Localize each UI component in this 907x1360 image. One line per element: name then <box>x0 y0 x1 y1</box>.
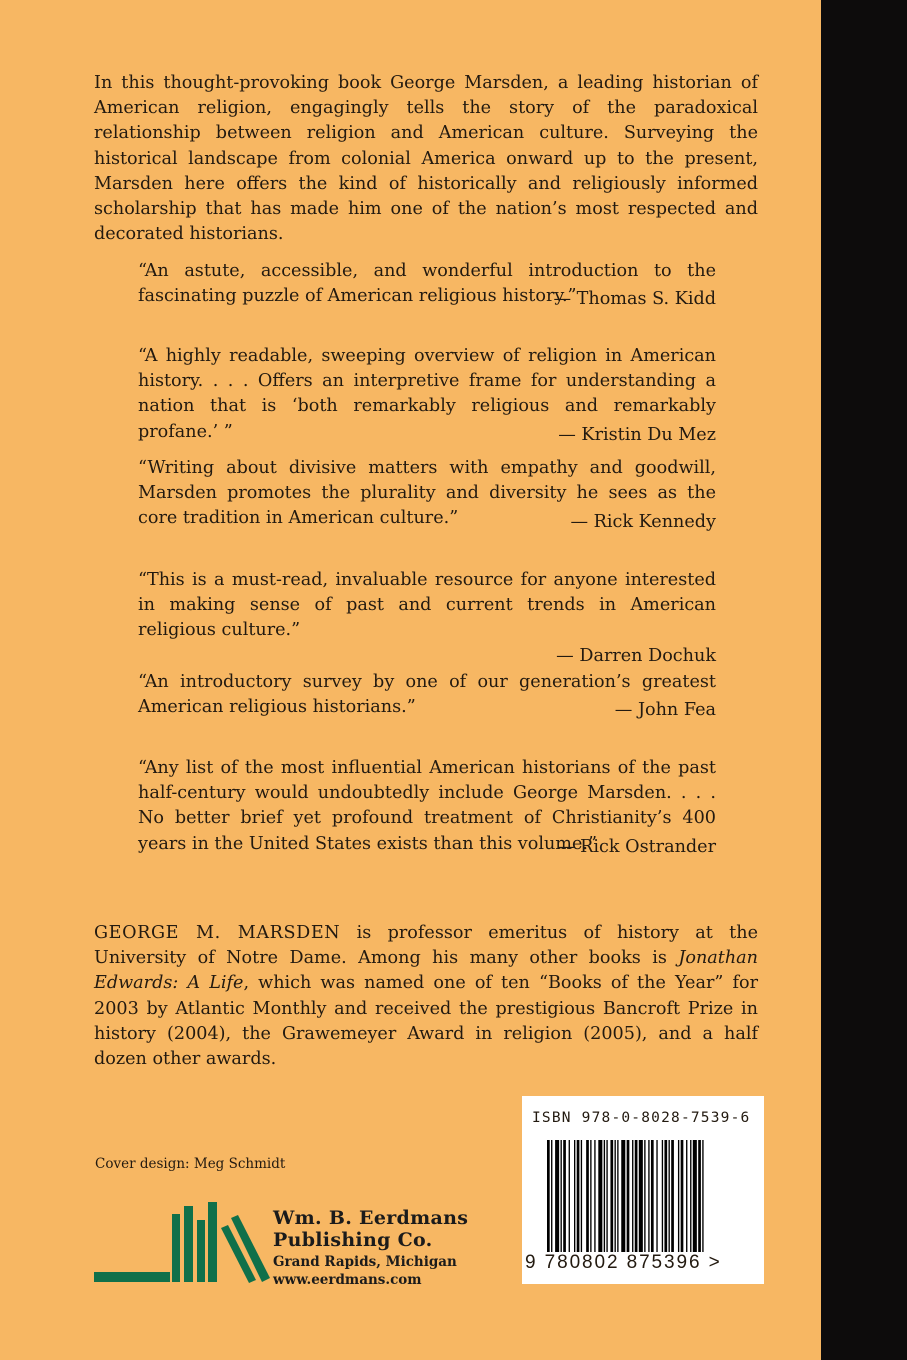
barcode-bar <box>586 1140 589 1252</box>
barcode-bar <box>594 1140 595 1252</box>
barcode-bar <box>604 1140 605 1252</box>
author-bio <box>94 921 758 1072</box>
barcode-bar <box>664 1140 667 1252</box>
barcode-bar <box>698 1140 701 1252</box>
review-3 <box>138 456 716 535</box>
publisher-block <box>273 1207 468 1289</box>
book-description: In this thought-provoking book George Marsden, a leading historian of American religion, engagingly tells the story of the paradoxical relationship between religion and American culture. Surveying the historical landscape from colonial America onward up to the present, Marsden here offers the kind of historically and religiously informed scholarship that has made him one of the nation’s most respected and decorated historians. <box>94 73 758 245</box>
review-quote: “This is a must-read, invaluable resource for anyone interested in making sense of past and current trends in American religious culture.” <box>138 570 716 641</box>
bio-text-part-1: is professor emeritus of history at the University of Notre Dame. Among his many other books is <box>94 923 758 969</box>
review-quote: “An astute, accessible, and wonderful introduction to the fascinating puzzle of American religious history.” <box>138 261 716 307</box>
barcode-bar <box>639 1140 643 1252</box>
isbn-label: ISBN 978-0-8028-7539-6 <box>532 1110 751 1126</box>
barcode-bar <box>662 1140 663 1252</box>
barcode-bar <box>648 1140 649 1252</box>
barcode-bar <box>590 1140 591 1252</box>
barcode-bars <box>547 1140 757 1252</box>
review-author: — Thomas S. Kidd <box>553 289 716 310</box>
barcode-bar <box>656 1140 657 1252</box>
barcode-bar <box>651 1140 654 1252</box>
barcode-bar <box>681 1140 684 1252</box>
publisher-name-line1: Wm. B. Eerdmans <box>273 1207 469 1229</box>
review-quote: “Any list of the most influential American historians of the past half-century would undoubtedly include George Marsden. . . . No better brief yet profound treatment of Christianity’s 400 years in the United States exists than this volume.” <box>138 758 716 854</box>
barcode-bar <box>606 1140 607 1252</box>
barcode-bar <box>678 1140 679 1252</box>
review-4 <box>138 568 716 669</box>
barcode-bar <box>555 1140 559 1252</box>
barcode-bar <box>577 1140 580 1252</box>
barcode-bar <box>615 1140 616 1252</box>
review-author: — Rick Ostrander <box>556 836 716 857</box>
barcode-bar <box>581 1140 582 1252</box>
barcode-bar <box>669 1140 670 1252</box>
review-quote: “Writing about divisive matters with empathy and goodwill, Marsden promotes the plurality and diversity he sees as the core tradition in American culture.” <box>138 458 716 529</box>
author-name: GEORGE M. MARSDEN <box>94 923 341 943</box>
publisher-name-line2: Publishing Co. <box>273 1229 433 1251</box>
book-spine <box>821 0 907 1360</box>
review-author: — Darren Dochuk <box>556 645 716 666</box>
review-author: — John Fea <box>614 700 716 721</box>
review-quote: “An introductory survey by one of our generation’s greatest American religious historians.” <box>138 672 716 718</box>
barcode-bar <box>635 1140 638 1252</box>
eerdmans-logo-icon <box>94 1196 270 1286</box>
barcode-bar <box>569 1140 570 1252</box>
review-6 <box>138 756 716 860</box>
publisher-city: Grand Rapids, Michigan <box>273 1254 457 1270</box>
barcode-bar <box>693 1140 697 1252</box>
review-author: — Rick Kennedy <box>570 511 716 532</box>
barcode-bar <box>598 1140 602 1252</box>
barcode-bar <box>563 1140 566 1252</box>
barcode-bar <box>671 1140 674 1252</box>
review-2 <box>138 344 716 448</box>
barcode-bar <box>547 1140 550 1252</box>
book-title: Jonathan Edwards: A Life <box>94 948 758 994</box>
cover-design-credit: Cover design: Meg Schmidt <box>95 1156 286 1172</box>
publisher-website: www.eerdmans.com <box>273 1272 422 1288</box>
barcode-bar <box>621 1140 625 1252</box>
barcode-digits: 9 780802 875396 > <box>525 1252 722 1273</box>
barcode-bar <box>690 1140 691 1252</box>
barcode-bar <box>561 1140 562 1252</box>
barcode-bar <box>627 1140 630 1252</box>
barcode-bar <box>551 1140 552 1252</box>
barcode-bar <box>644 1140 645 1252</box>
review-quote: “A highly readable, sweeping overview of religion in American history. . . . Offers an interpretive frame for understanding a nation that is ‘both remarkably religious and remarkably profane.’ ” <box>138 346 716 442</box>
barcode-bar <box>686 1140 687 1252</box>
barcode-bar <box>702 1140 703 1252</box>
bio-text-part-2: , which was named one of ten “Books of the Year” for 2003 by Atlantic Monthly and received the prestigious Bancroft Prize in history (2004), the Grawemeyer Award in religion (2005), and a half dozen other awards. <box>94 973 758 1070</box>
review-1 <box>138 259 716 313</box>
review-5 <box>138 670 716 724</box>
barcode-bar <box>574 1140 575 1252</box>
barcode-bar <box>632 1140 633 1252</box>
barcode-bar <box>610 1140 613 1252</box>
barcode-bar <box>617 1140 618 1252</box>
isbn-barcode <box>522 1096 764 1284</box>
review-author: — Kristin Du Mez <box>558 424 716 445</box>
